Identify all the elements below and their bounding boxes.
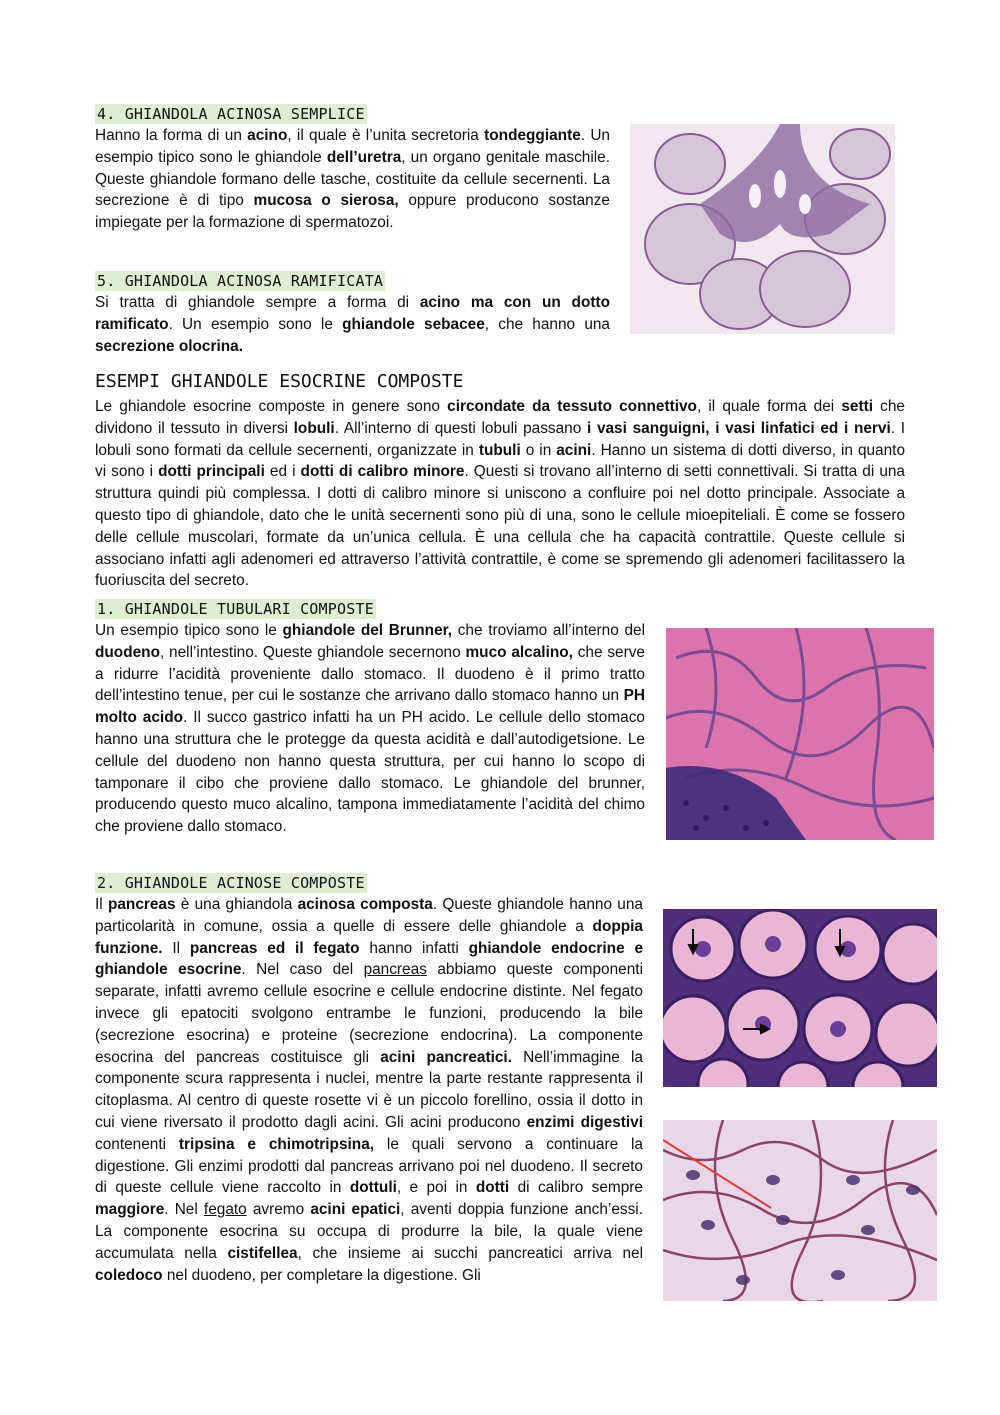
bold-term: tubuli	[478, 441, 521, 459]
text-run: è una ghiandola	[175, 896, 298, 913]
bold-term: lobuli	[293, 419, 335, 437]
bold-term: setti	[841, 398, 874, 415]
text-run: . Nel	[164, 1201, 204, 1219]
bold-term: cistifellea	[227, 1244, 298, 1262]
bold-term: acino ma con un dotto ramificato	[95, 294, 610, 333]
text-run: . I lobuli sono formati da cellule secernenti, organizzate in	[95, 419, 905, 459]
bold-term: acini epatici	[310, 1201, 401, 1219]
bold-term: circondate da tessuto connettivo	[447, 398, 697, 415]
bold-term: maggiore	[95, 1201, 165, 1219]
section-heading-acinosa-ramificata: 5. GHIANDOLA ACINOSA RAMIFICATA	[97, 272, 384, 290]
bold-term: acini pancreatici.	[380, 1048, 512, 1066]
text-run: , nell’intestino. Queste ghiandole secernono	[159, 643, 466, 661]
text-run: oppure producono sostanze impiegate per la formazione di spermatozoi.	[95, 192, 610, 232]
bold-term: doppia funzione.	[95, 917, 643, 957]
bold-term: ghiandole endocrine e ghiandole esocrine	[95, 939, 643, 979]
bold-term: ghiandole sebacee	[342, 315, 485, 333]
text-run: , un organo genitale maschile. Queste ghiandole formano delle tasche, costituite da cellule secernenti. La secrezione è di tipo	[95, 148, 611, 210]
bold-term: coledoco	[95, 1266, 163, 1284]
text-run: . All’interno di questi lobuli passano	[334, 419, 587, 437]
text-run: , il quale è l’unita secretoria	[287, 127, 485, 144]
text-run: . Un esempio tipico sono le ghiandole	[95, 127, 610, 166]
underlined-term: pancreas	[363, 961, 427, 979]
paragraph-acinosa-ramificata	[95, 292, 610, 357]
paragraph-tubulari-composte	[95, 620, 645, 838]
bold-term: mucosa o sierosa,	[253, 192, 399, 210]
text-run: , che insieme ai succhi pancreatici arriva nel	[297, 1244, 643, 1262]
text-run: che serve a ridurre l’acidità proveniente dallo stomaco. Il duodeno è il primo tratto dell’intestino tenue, per cui le sostanze che arrivano dallo stomaco hanno un	[95, 643, 645, 705]
text-run: Il	[162, 939, 190, 957]
text-run: . Nel caso del	[241, 961, 364, 979]
paragraph-esocrine-composte	[95, 396, 905, 592]
text-run: . Un esempio sono le	[168, 315, 343, 333]
text-run: . Hanno un sistema di dotti diverso, in quanto vi sono i	[95, 441, 906, 481]
bold-term: acino	[247, 127, 288, 144]
bold-term: acinosa composta	[297, 896, 433, 913]
pancreatic-acini-image	[663, 909, 937, 1087]
text-run: . Il succo gastrico infatti ha un PH acido. Le cellule dello stomaco hanno una struttura che le protegge da questa acidità e dall’autodigetsione. Le cellule del duodeno non hanno questa struttura, per cui hanno lo scopo di tamponare il cibo che proviene dallo stomaco. Le ghiandole del brunner, producendo questo muco alcalino, tampona immediatamente l’acidità del chimo che proviene dallo stomaco.	[95, 709, 645, 836]
section-heading-tubulari-composte: 1. GHIANDOLE TUBULARI COMPOSTE	[97, 600, 374, 618]
section-heading-acinose-composte: 2. GHIANDOLE ACINOSE COMPOSTE	[97, 874, 365, 892]
liver-acini-image	[663, 1120, 937, 1301]
text-run: hanno infatti	[359, 939, 469, 957]
text-run: Un esempio tipico sono le	[95, 622, 283, 639]
bold-term: acini	[556, 441, 592, 459]
underlined-term: fegato	[203, 1201, 247, 1219]
bold-term: dotti	[475, 1179, 510, 1197]
text-run: Le ghiandole esocrine composte in genere sono	[95, 398, 448, 415]
text-run: Il	[95, 896, 108, 913]
text-run: Nell’immagine la componente scura rappresenta i nuclei, mentre la parte restante rappresenta il citoplasma. Al centro di queste rosette vi è un piccolo forellino, ossia il dotto in cui viene riversato il prodotto dagli acini. Gli acini producono	[95, 1048, 643, 1131]
text-run: Hanno la forma di un	[95, 127, 248, 144]
brunner-gland-image	[666, 628, 934, 840]
bold-term: pancreas	[107, 896, 176, 913]
text-run: di calibro sempre	[509, 1179, 643, 1197]
text-run: nel duodeno, per completare la digestione. Gli	[162, 1266, 481, 1284]
text-run: , che hanno una	[484, 315, 610, 333]
paragraph-acinosa-semplice	[95, 125, 610, 234]
bold-term: PH molto acido	[95, 687, 645, 727]
bold-term: dotti principali	[158, 463, 265, 481]
bold-term: enzimi digestivi	[526, 1113, 644, 1131]
bold-term: tripsina e chimotripsina,	[178, 1135, 375, 1153]
text-run: contenenti	[95, 1135, 179, 1153]
bold-term: i vasi sanguigni, i vasi linfatici ed i nervi	[586, 419, 891, 437]
bold-term: dottuli	[349, 1179, 397, 1197]
paragraph-acinose-composte	[95, 894, 643, 1286]
text-run: , aventi doppia funzione anch’essi. La componente esocrina su occupa di produrre la bile, la quale viene accumulata nella	[95, 1201, 644, 1262]
text-run: avremo	[246, 1201, 311, 1219]
bold-term: tondeggiante	[484, 127, 581, 144]
bold-term: ghiandole del Brunner,	[282, 622, 453, 639]
text-run: abbiamo queste componenti separate, infatti avremo cellule esocrine e cellule endocrine distinte. Nel fegato invece gli epatociti svolgono entrambe le funzioni, producendo la bile (secrezione esocrina) e proteine (secrezione endocrina). La componente esocrina del pancreas costituisce gli	[95, 961, 643, 1066]
bold-term: pancreas ed il fegato	[189, 939, 360, 957]
section-heading-acinosa-semplice: 4. GHIANDOLA ACINOSA SEMPLICE	[97, 105, 365, 123]
text-run: ed i	[264, 463, 301, 481]
text-run: , e poi in	[396, 1179, 476, 1197]
text-run: , il quale forma dei	[696, 398, 842, 415]
text-run: che troviamo all’interno del	[452, 622, 645, 639]
text-run: . Queste ghiandole hanno una particolarità in comune, ossia a quelle di essere delle ghiandole a	[95, 896, 643, 935]
bold-term: muco alcalino,	[465, 643, 573, 661]
text-run: le quali servono a continuare la digestione. Gli enzimi prodotti dal pancreas arrivano poi nel duodeno. Il secreto di queste cellule viene raccolto in	[95, 1135, 643, 1197]
section-heading-esocrine-composte: ESEMPI GHIANDOLE ESOCRINE COMPOSTE	[95, 371, 464, 392]
bold-term: dotti di calibro minore	[300, 463, 465, 481]
bold-term: secrezione olocrina.	[95, 337, 243, 355]
text-run: Si tratta di ghiandole sempre a forma di	[95, 294, 420, 311]
bold-term: dell’uretra	[326, 148, 402, 166]
text-run: che dividono il tessuto in diversi	[95, 398, 905, 437]
text-run: . Questi si trovano all’interno di setti connettivali. Si tratta di una struttura quindi più complessa. I dotti di calibro minore si uniscono a confluire poi nel dotto principale. Associate a questo tipo di ghiandole, dato che le unità secernenti sono più di una, sono le cellule mioepiteliali. È come se fossero delle cellule muscolari, formate da un’unica cellula. È una cellula che ha capacità contrattile. Queste cellule si associano infatti agli adenomeri ed attraverso l’attività contrattile, è come se spremendo gli adenomeri facilitassero la fuoriuscita del secreto.	[95, 463, 905, 590]
bold-term: duodeno	[95, 643, 160, 661]
urethral-gland-image	[630, 124, 895, 334]
text-run: o in	[520, 441, 557, 459]
